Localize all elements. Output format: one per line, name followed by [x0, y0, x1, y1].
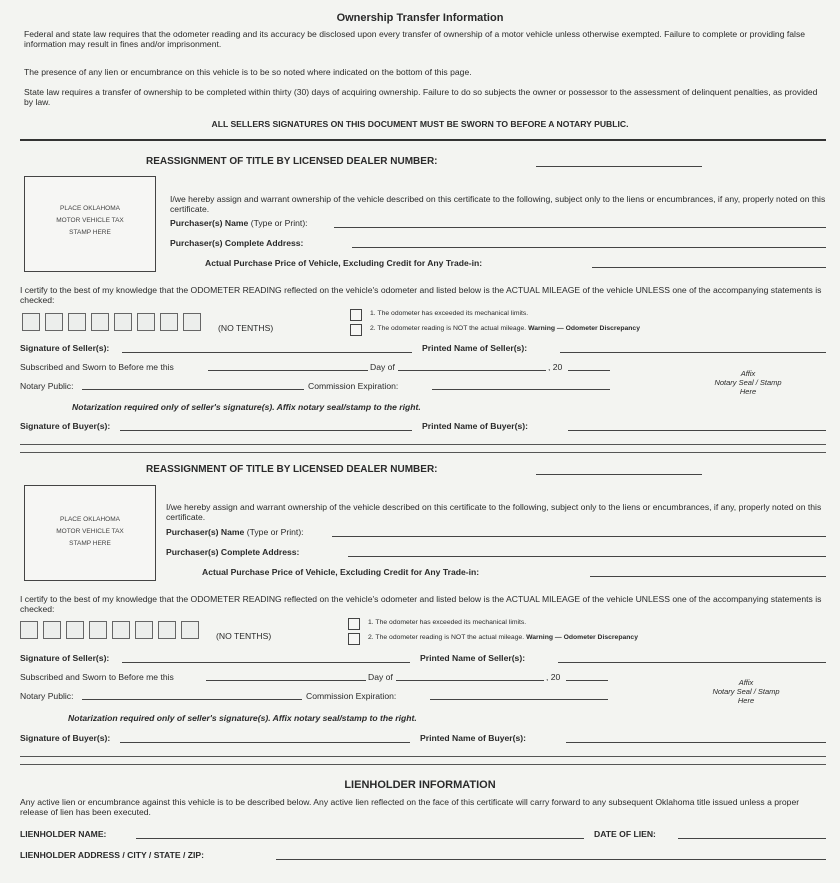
- odometer-digit[interactable]: [135, 621, 153, 639]
- commission-label: Commission Expiration:: [308, 381, 399, 391]
- odometer-digit[interactable]: [89, 621, 107, 639]
- notary-public-label: Notary Public:: [20, 691, 74, 701]
- lien-date-label: DATE OF LIEN:: [594, 829, 656, 839]
- buyer-printed-name-field[interactable]: [566, 742, 826, 743]
- year-field[interactable]: [566, 680, 608, 681]
- lienholder-address-field[interactable]: [276, 859, 826, 860]
- lienholder-address-label: LIENHOLDER ADDRESS / CITY / STATE / ZIP:: [20, 850, 204, 860]
- odometer-digit[interactable]: [22, 313, 40, 331]
- month-field[interactable]: [398, 370, 546, 371]
- odometer-certification: I certify to the best of my knowledge that the ODOMETER READING reflected on the vehicle's odometer and listed below is the ACTUAL MILEAGE of the vehicle UNLESS one of the accompanying statements is checked:: [20, 594, 822, 614]
- intro-paragraph-2: The presence of any lien or encumbrance on this vehicle is to be so noted where indicated on the bottom of this page.: [24, 67, 472, 77]
- not-actual-mileage-checkbox[interactable]: [348, 633, 360, 645]
- tax-stamp-box: [24, 485, 156, 581]
- page-title: Ownership Transfer Information: [336, 12, 504, 24]
- commission-field[interactable]: [430, 699, 608, 700]
- divider: [20, 452, 826, 453]
- odometer-digit[interactable]: [45, 313, 63, 331]
- notarization-note: Notarization required only of seller's signature(s). Affix notary seal/stamp to the right.: [68, 713, 417, 723]
- not-actual-mileage-checkbox[interactable]: [350, 324, 362, 336]
- odometer-digit[interactable]: [183, 313, 201, 331]
- purchaser-address-label: Purchaser(s) Complete Address:: [166, 547, 300, 557]
- notary-public-label: Notary Public:: [20, 381, 74, 391]
- lienholder-name-label: LIENHOLDER NAME:: [20, 829, 107, 839]
- year-label: , 20: [546, 672, 561, 682]
- notary-notice: ALL SELLERS SIGNATURES ON THIS DOCUMENT MUST BE SWORN TO BEFORE A NOTARY PUBLIC.: [211, 119, 629, 129]
- exceeded-limits-checkbox[interactable]: [348, 618, 360, 630]
- purchase-price-field[interactable]: [590, 576, 826, 577]
- seller-signature-label: Signature of Seller(s):: [20, 343, 110, 353]
- odometer-digit[interactable]: [66, 621, 84, 639]
- statement-2: 2. The odometer reading is NOT the actual mileage. Warning — Odometer Discrepancy: [370, 325, 640, 332]
- odometer-digit[interactable]: [160, 313, 178, 331]
- odometer-digit[interactable]: [137, 313, 155, 331]
- odometer-digit[interactable]: [68, 313, 86, 331]
- buyer-signature-field[interactable]: [120, 430, 412, 431]
- purchaser-name-label: Purchaser(s) Name (Type or Print):: [166, 527, 304, 537]
- subscribed-day-field[interactable]: [208, 370, 368, 371]
- dealer-number-field[interactable]: [536, 474, 702, 475]
- no-tenths-label: (NO TENTHS): [216, 631, 272, 641]
- purchase-price-field[interactable]: [592, 267, 826, 268]
- exceeded-limits-checkbox[interactable]: [350, 309, 362, 321]
- purchaser-name-field[interactable]: [332, 536, 826, 537]
- buyer-printed-name-label: Printed Name of Buyer(s):: [420, 733, 527, 743]
- statement-1: 1. The odometer has exceeded its mechanical limits.: [370, 310, 529, 317]
- day-of-label: Day of: [370, 362, 395, 372]
- month-field[interactable]: [396, 680, 544, 681]
- purchaser-name-label: Purchaser(s) Name (Type or Print):: [170, 218, 308, 228]
- lienholder-name-field[interactable]: [136, 838, 584, 839]
- odometer-digit[interactable]: [181, 621, 199, 639]
- seller-signature-label: Signature of Seller(s):: [20, 653, 110, 663]
- year-label: , 20: [548, 362, 563, 372]
- commission-label: Commission Expiration:: [306, 691, 397, 701]
- purchaser-name-field[interactable]: [334, 227, 826, 228]
- seller-printed-name-label: Printed Name of Seller(s):: [422, 343, 528, 353]
- odometer-digit[interactable]: [112, 621, 130, 639]
- subscribed-label: Subscribed and Sworn to Before me this: [20, 672, 174, 682]
- assign-statement: I/we hereby assign and warrant ownership of the vehicle described on this certificate to the following, subject only to the liens or encumbrances, if any, properly noted on this certificate.: [170, 194, 826, 214]
- stamp-text: MOTOR VEHICLE TAX: [56, 217, 124, 224]
- stamp-text: PLACE OKLAHOMA: [60, 205, 120, 212]
- odometer-digit[interactable]: [158, 621, 176, 639]
- seller-printed-name-field[interactable]: [560, 352, 826, 353]
- lienholder-statement: Any active lien or encumbrance against this vehicle is to be described below. Any active lien reflected on the face of this certificate will carry forward to any subsequent Oklahoma title issued unless a proper release of lien has been executed.: [20, 797, 800, 817]
- divider: [20, 756, 826, 757]
- purchase-price-label: Actual Purchase Price of Vehicle, Excluding Credit for Any Trade-in:: [202, 567, 480, 577]
- stamp-text: STAMP HERE: [69, 540, 111, 547]
- no-tenths-label: (NO TENTHS): [218, 323, 274, 333]
- buyer-signature-label: Signature of Buyer(s):: [20, 733, 111, 743]
- year-field[interactable]: [568, 370, 610, 371]
- seller-printed-name-label: Printed Name of Seller(s):: [420, 653, 526, 663]
- subscribed-day-field[interactable]: [206, 680, 366, 681]
- buyer-printed-name-label: Printed Name of Buyer(s):: [422, 421, 529, 431]
- purchaser-address-field[interactable]: [348, 556, 826, 557]
- assign-statement: I/we hereby assign and warrant ownership of the vehicle described on this certificate to the following, subject only to the liens or encumbrances, if any, properly noted on this certificate.: [166, 502, 822, 522]
- buyer-printed-name-field[interactable]: [568, 430, 826, 431]
- seller-printed-name-field[interactable]: [558, 662, 826, 663]
- tax-stamp-box: [24, 176, 156, 272]
- intro-paragraph-1: Federal and state law requires that the odometer reading and its accuracy be disclosed upon every transfer of ownership of a motor vehicle unless otherwise exempted. Failure to complete or providing false information may result in fines and/or imprisonment.: [24, 29, 806, 49]
- divider: [20, 444, 826, 445]
- odometer-certification: I certify to the best of my knowledge that the ODOMETER READING reflected on the vehicle's odometer and listed below is the ACTUAL MILEAGE of the vehicle UNLESS one of the accompanying statements is checked:: [20, 285, 822, 305]
- commission-field[interactable]: [432, 389, 610, 390]
- intro-paragraph-3: State law requires a transfer of ownership to be completed within thirty (30) days of acquiring ownership. Failure to do so subjects the owner or possessor to the assessment of delinquent penalties, as provided by law.: [24, 87, 818, 107]
- dealer-reassignment-heading: REASSIGNMENT OF TITLE BY LICENSED DEALER NUMBER:: [146, 464, 438, 475]
- buyer-signature-field[interactable]: [120, 742, 410, 743]
- statement-2: 2. The odometer reading is NOT the actual mileage. Warning — Odometer Discrepancy: [368, 634, 638, 641]
- notary-seal-area: Affix Notary Seal / Stamp Here: [712, 678, 780, 705]
- odometer-digit[interactable]: [20, 621, 38, 639]
- odometer-digit[interactable]: [91, 313, 109, 331]
- notary-seal-area: Affix Notary Seal / Stamp Here: [714, 369, 782, 396]
- odometer-digit[interactable]: [43, 621, 61, 639]
- stamp-text: MOTOR VEHICLE TAX: [56, 528, 124, 535]
- purchaser-address-field[interactable]: [352, 247, 826, 248]
- lienholder-title: LIENHOLDER INFORMATION: [344, 779, 496, 791]
- dealer-reassignment-heading: REASSIGNMENT OF TITLE BY LICENSED DEALER NUMBER:: [146, 156, 438, 167]
- subscribed-label: Subscribed and Sworn to Before me this: [20, 362, 174, 372]
- notary-public-field[interactable]: [82, 699, 302, 700]
- lien-date-field[interactable]: [678, 838, 826, 839]
- stamp-text: PLACE OKLAHOMA: [60, 516, 120, 523]
- seller-signature-field[interactable]: [122, 352, 412, 353]
- notarization-note: Notarization required only of seller's signature(s). Affix notary seal/stamp to the right.: [72, 402, 421, 412]
- day-of-label: Day of: [368, 672, 393, 682]
- divider: [20, 139, 826, 141]
- dealer-number-field[interactable]: [536, 166, 702, 167]
- notary-public-field[interactable]: [82, 389, 304, 390]
- statement-1: 1. The odometer has exceeded its mechanical limits.: [368, 619, 527, 626]
- divider: [20, 764, 826, 765]
- purchaser-address-label: Purchaser(s) Complete Address:: [170, 238, 304, 248]
- buyer-signature-label: Signature of Buyer(s):: [20, 421, 111, 431]
- odometer-digit[interactable]: [114, 313, 132, 331]
- stamp-text: STAMP HERE: [69, 229, 111, 236]
- seller-signature-field[interactable]: [122, 662, 410, 663]
- purchase-price-label: Actual Purchase Price of Vehicle, Excluding Credit for Any Trade-in:: [205, 258, 483, 268]
